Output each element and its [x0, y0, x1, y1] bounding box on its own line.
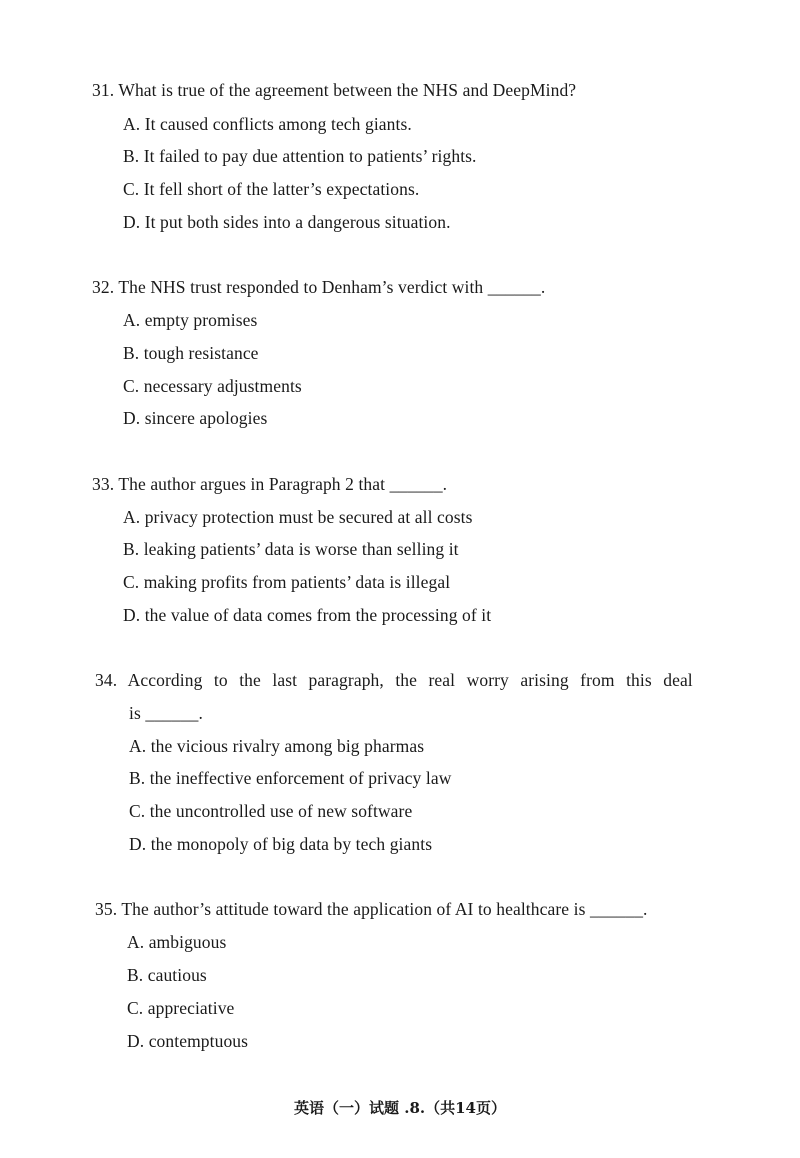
question-stem: 32. The NHS trust responded to Denham’s verdict with ______.	[92, 277, 546, 297]
question-stem: 33. The author argues in Paragraph 2 that ______.	[92, 474, 448, 494]
option-c: C. making profits from patients’ data is illegal	[123, 572, 451, 592]
question-stem-continued: is ______.	[129, 703, 203, 723]
option-c: C. appreciative	[127, 998, 235, 1018]
option-a: A. the vicious rivalry among big pharmas	[129, 736, 425, 756]
question-stem: 35. The author’s attitude toward the application of AI to healthcare is ______.	[95, 899, 648, 919]
option-c: C. the uncontrolled use of new software	[129, 801, 413, 821]
option-d: D. the monopoly of big data by tech giants	[129, 834, 433, 854]
option-d: D. the value of data comes from the processing of it	[123, 605, 492, 625]
page-footer: 英语（一）试题 .8.（共14页）	[294, 1099, 506, 1117]
option-b: B. It failed to pay due attention to patients’ rights.	[123, 146, 477, 166]
option-d: D. contemptuous	[127, 1031, 249, 1051]
option-a: A. ambiguous	[127, 932, 227, 952]
option-b: B. the ineffective enforcement of privacy law	[129, 768, 452, 788]
option-b: B. tough resistance	[123, 343, 259, 363]
option-a: A. It caused conflicts among tech giants.	[123, 114, 412, 134]
question-stem: 31. What is true of the agreement between the NHS and DeepMind?	[92, 80, 577, 100]
option-b: B. leaking patients’ data is worse than selling it	[123, 539, 459, 559]
option-a: A. empty promises	[123, 310, 258, 330]
option-d: D. sincere apologies	[123, 408, 268, 428]
option-b: B. cautious	[127, 965, 207, 985]
option-d: D. It put both sides into a dangerous situation.	[123, 212, 451, 232]
option-a: A. privacy protection must be secured at all costs	[123, 507, 473, 527]
option-c: C. It fell short of the latter’s expectations.	[123, 179, 420, 199]
option-c: C. necessary adjustments	[123, 376, 302, 396]
question-stem: 34. According to the last paragraph, the real worry arising from this deal	[95, 670, 693, 690]
